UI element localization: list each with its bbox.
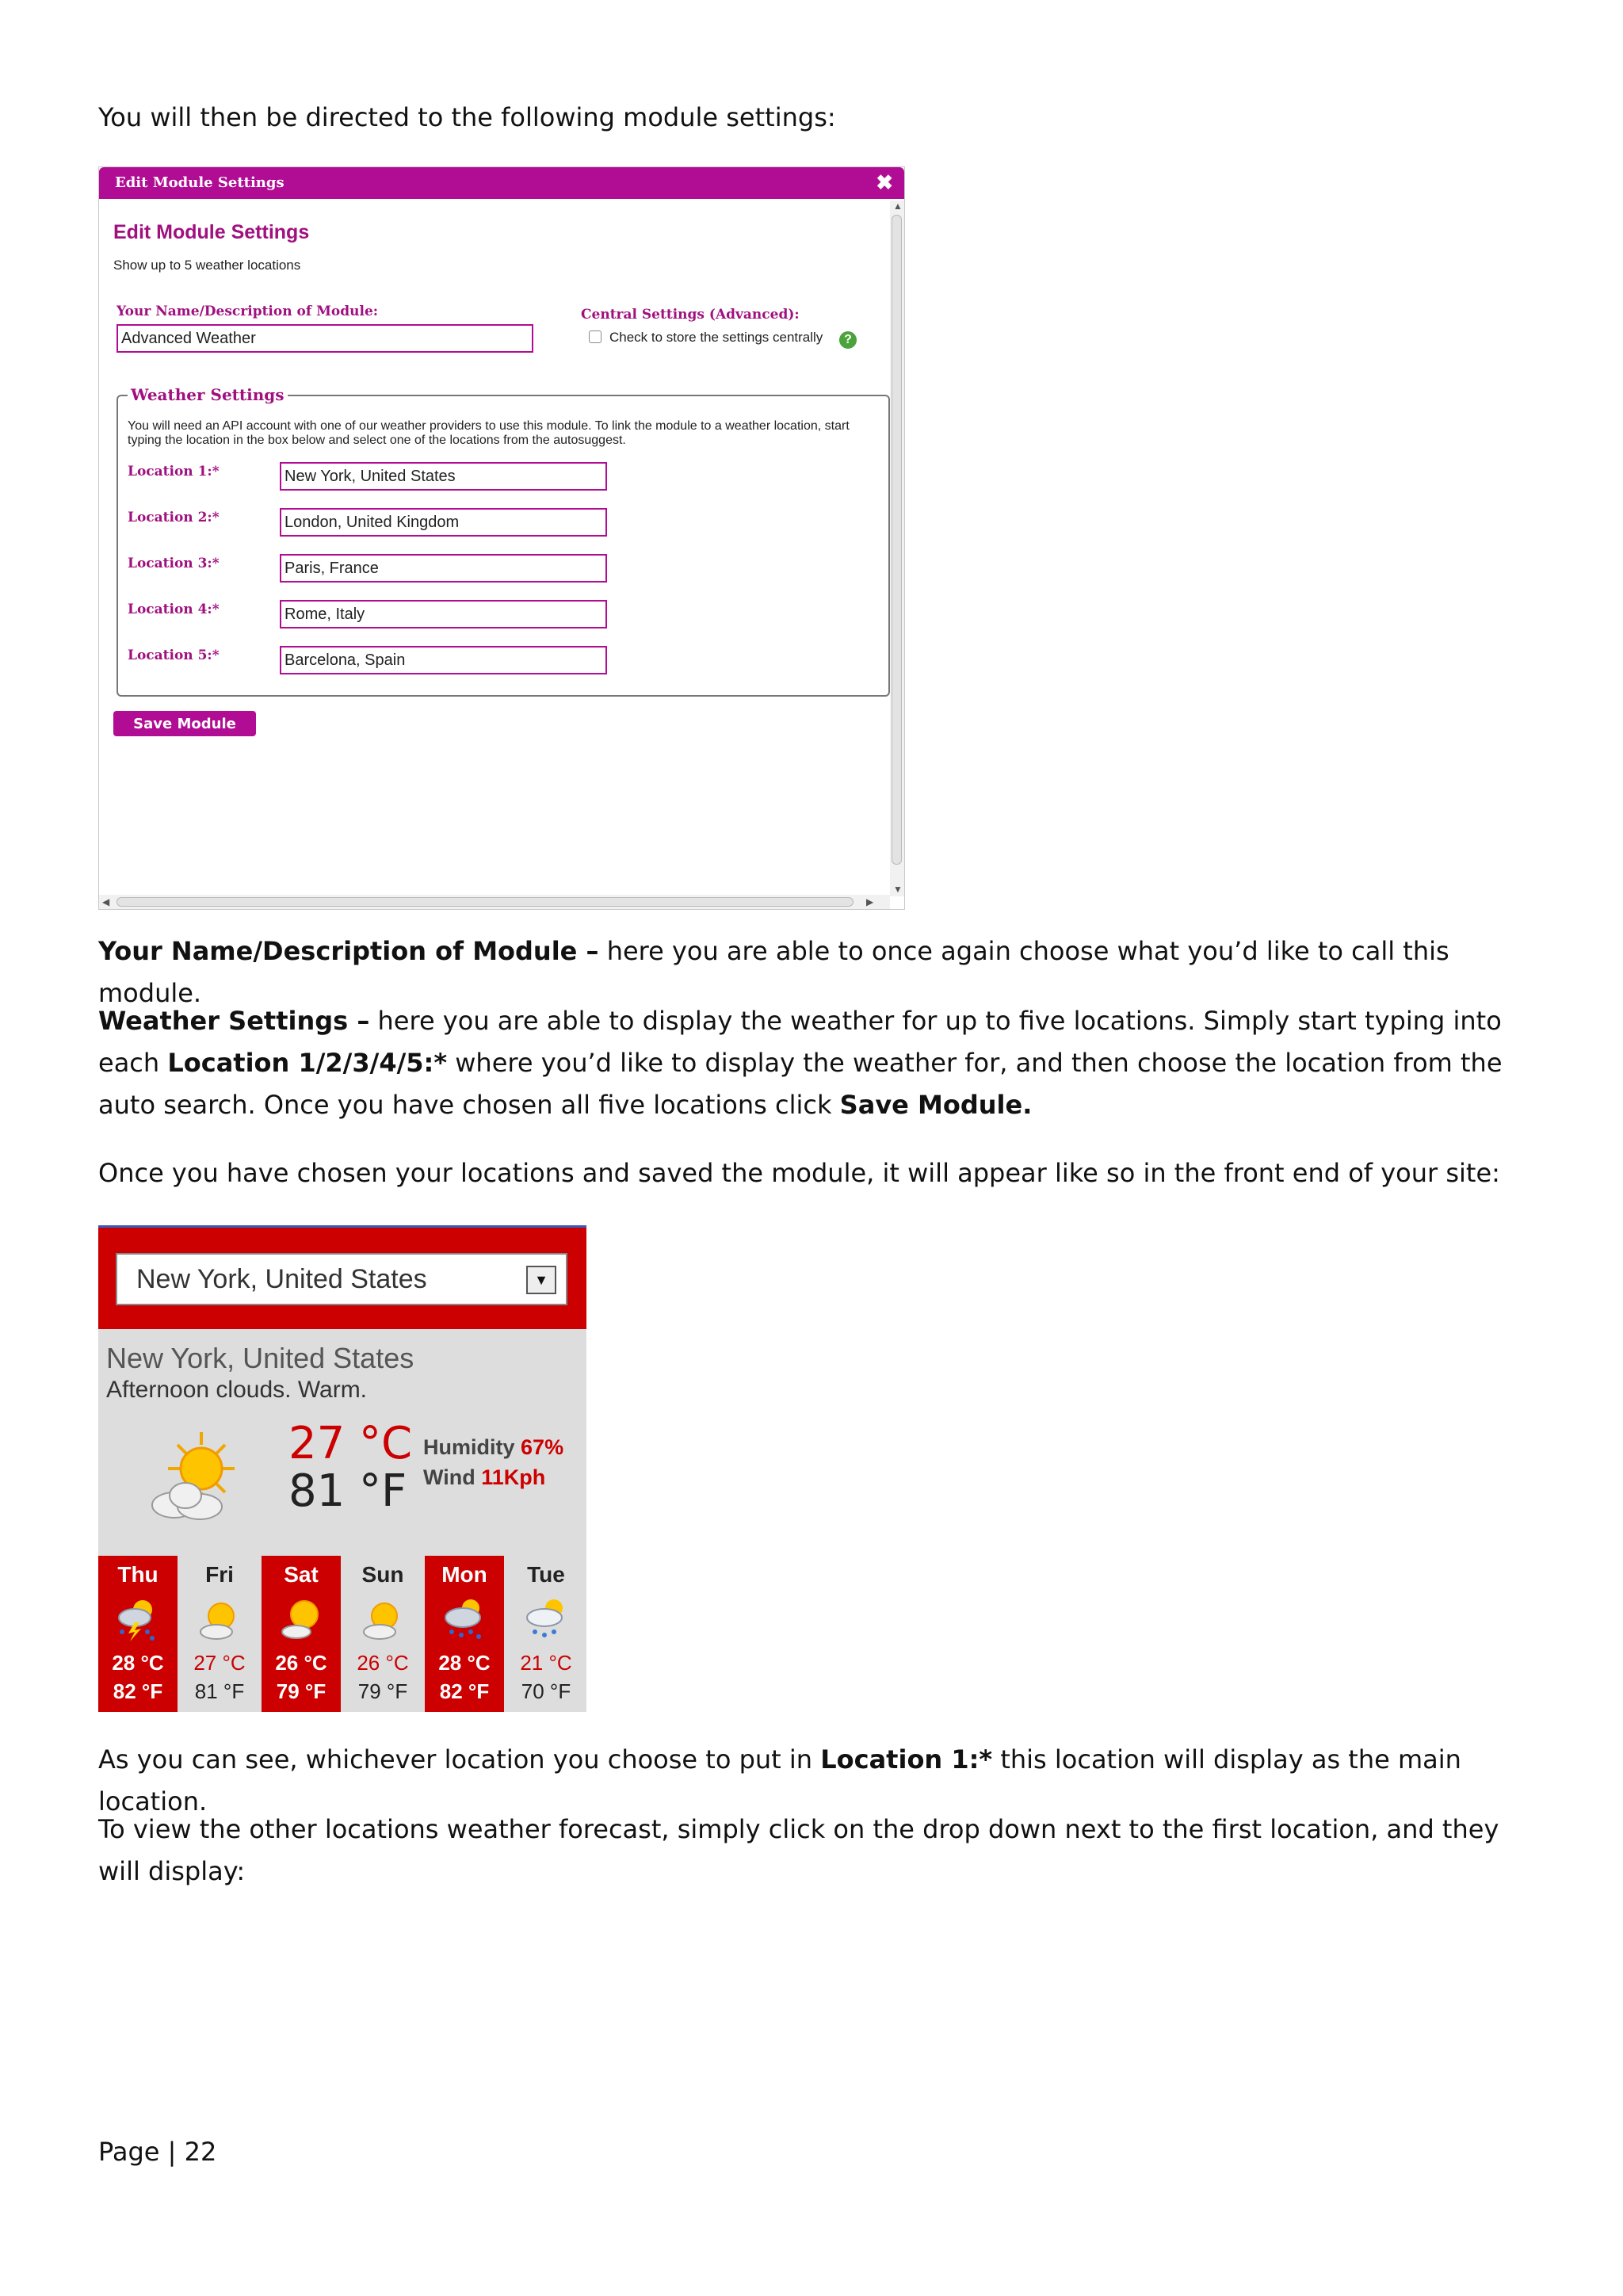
sun-cloud-icon: [279, 1595, 325, 1643]
horizontal-scrollbar[interactable]: [99, 895, 890, 909]
save-module-button[interactable]: Save Module: [113, 711, 256, 736]
name-label: Your Name/Description of Module:: [116, 304, 379, 319]
location-2-input[interactable]: [280, 508, 607, 537]
chevron-down-icon[interactable]: ▼: [526, 1266, 556, 1294]
horizontal-scroll-thumb[interactable]: [116, 897, 854, 907]
forecast-day-sun: Sun 26 °C 79 °F: [343, 1556, 422, 1712]
sun-cloud-icon: [361, 1595, 407, 1643]
thunderstorm-icon: [116, 1595, 162, 1643]
current-city: New York, United States: [106, 1342, 414, 1374]
scroll-down-icon[interactable]: ▼: [893, 884, 903, 895]
weather-settings-description: You will need an API account with one of our weather providers to use this module. To link the module to a weather location, start typing the location in the box below and select one of the locations from the autosuggest.: [128, 419, 850, 447]
location-3-label: Location 3:*: [128, 556, 220, 571]
forecast-day-fri: Fri 27 °C 81 °F: [180, 1556, 259, 1712]
forecast-day-sat: Sat 26 °C 79 °F: [262, 1556, 341, 1712]
current-temp-c: 27 °C: [288, 1418, 413, 1469]
current-temp-f: 81 °F: [288, 1465, 407, 1517]
scroll-left-icon[interactable]: ◀: [102, 896, 110, 907]
central-settings-text: Check to store the settings centrally: [609, 330, 823, 345]
location-5-input[interactable]: [280, 646, 607, 674]
dialog-heading: Edit Module Settings: [113, 221, 310, 243]
scroll-up-icon[interactable]: ▲: [893, 201, 903, 212]
widget-header: [98, 1228, 586, 1329]
forecast-day-thu: Thu 28 °C 82 °F: [98, 1556, 178, 1712]
paragraph-front-end: Once you have chosen your locations and saved the module, it will appear like so in the front end of your site:: [98, 1158, 1500, 1188]
weather-widget: [98, 1225, 586, 1712]
help-icon[interactable]: ?: [839, 331, 857, 349]
location-1-input[interactable]: [280, 462, 607, 491]
page-number: Page | 22: [98, 2137, 217, 2167]
selected-location: New York, United States: [136, 1264, 427, 1294]
rain-cloud-icon: [442, 1595, 488, 1643]
dialog-title: Edit Module Settings: [115, 174, 285, 191]
close-icon[interactable]: ✖: [876, 170, 893, 194]
central-settings-checkbox[interactable]: [589, 330, 601, 343]
weather-settings-legend: Weather Settings: [128, 385, 288, 404]
forecast-row: [98, 1556, 586, 1712]
forecast-day-mon: Mon 28 °C 82 °F: [425, 1556, 504, 1712]
weather-description: Afternoon clouds. Warm.: [106, 1377, 368, 1403]
location-4-input[interactable]: [280, 600, 607, 628]
paragraph-main-location: As you can see, whichever location you choose to put in Location 1:* this location will display as the main location.: [98, 1744, 1461, 1817]
location-5-label: Location 5:*: [128, 648, 220, 663]
location-dropdown[interactable]: [116, 1253, 567, 1305]
rain-sun-icon: [524, 1595, 570, 1643]
paragraph-module-name: Your Name/Description of Module – here you are able to once again choose what you’d like to call this module.: [98, 936, 1449, 1008]
humidity-stat: Humidity 67%: [423, 1435, 564, 1459]
edit-module-dialog: [98, 166, 905, 910]
sun-cloud-icon: [146, 1427, 244, 1522]
intro-text: You will then be directed to the following module settings:: [98, 102, 836, 132]
location-2-label: Location 2:*: [128, 510, 220, 525]
wind-stat: Wind 11Kph: [423, 1465, 546, 1489]
dialog-subtitle: Show up to 5 weather locations: [113, 258, 301, 273]
scroll-right-icon[interactable]: ▶: [866, 896, 874, 907]
location-3-input[interactable]: [280, 554, 607, 583]
central-settings-label: Central Settings (Advanced):: [581, 307, 800, 323]
location-4-label: Location 4:*: [128, 602, 220, 617]
module-name-input[interactable]: [116, 324, 533, 353]
forecast-day-tue: Tue 21 °C 70 °F: [506, 1556, 586, 1712]
paragraph-dropdown: To view the other locations weather forecast, simply click on the drop down next to the first location, and they will display:: [98, 1814, 1499, 1886]
vertical-scroll-thumb[interactable]: [892, 215, 902, 865]
sun-cloud-icon: [197, 1595, 243, 1643]
location-1-label: Location 1:*: [128, 464, 220, 479]
vertical-scrollbar[interactable]: [890, 201, 904, 896]
dialog-titlebar: [99, 167, 904, 199]
paragraph-weather-settings: Weather Settings – here you are able to display the weather for up to five locations. Simply start typing into each Location 1/2/3/4/5:* where you’d like to display the weather for, and then choose the location from the auto search. Once you have chosen all five locations click Save Module.: [98, 1006, 1503, 1120]
